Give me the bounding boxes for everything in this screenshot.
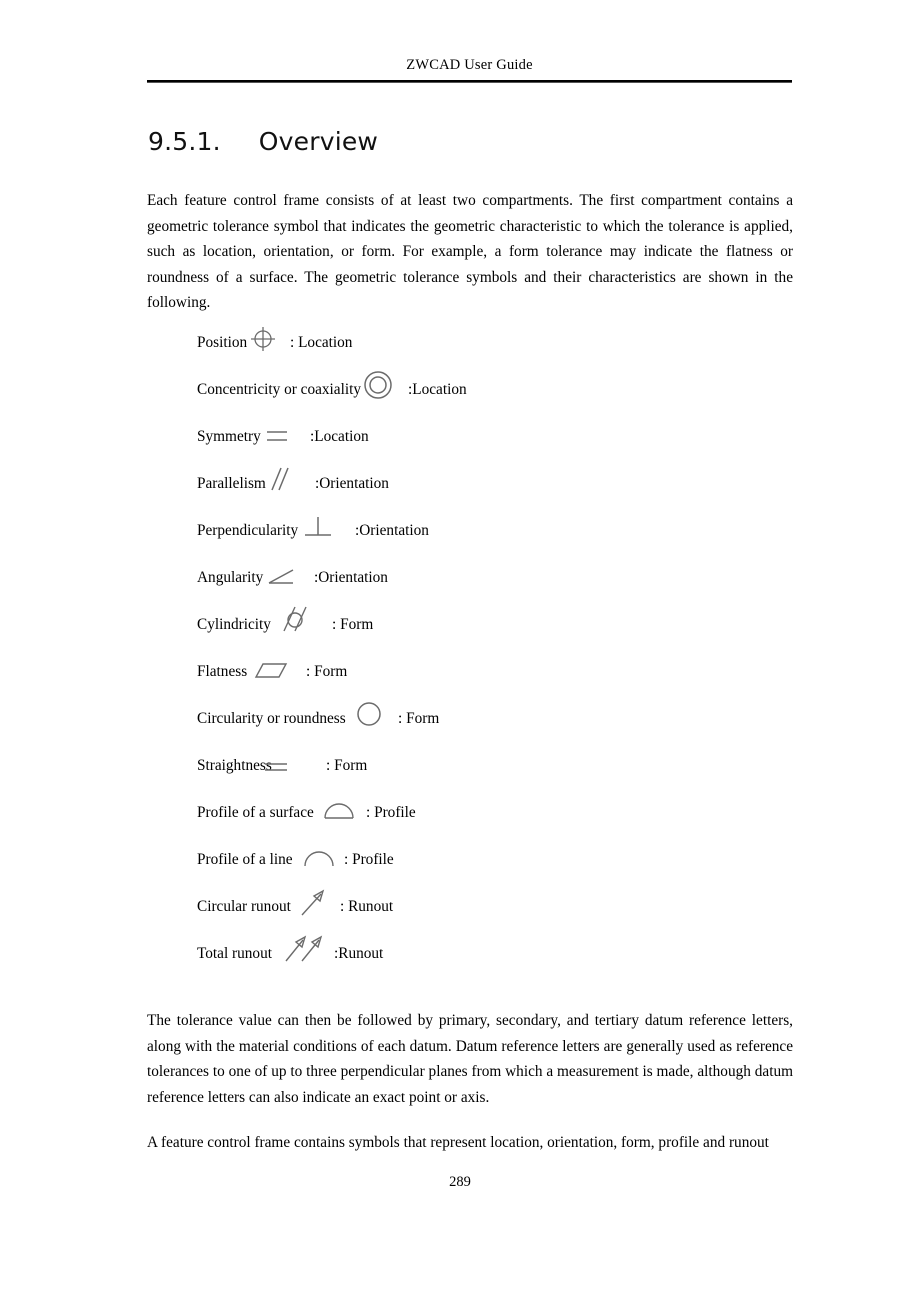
angularity-symbol bbox=[266, 567, 296, 589]
symbol-category: : Form bbox=[332, 616, 374, 633]
symbol-label: Perpendicularity bbox=[197, 522, 299, 539]
symbol-category: :Orientation bbox=[355, 522, 429, 539]
position-symbol bbox=[248, 324, 278, 354]
page-title bbox=[148, 127, 378, 156]
symbol-category: : Profile bbox=[344, 851, 394, 868]
symbol-category: :Runout bbox=[334, 945, 384, 962]
page-header bbox=[147, 58, 792, 83]
symmetry-symbol bbox=[264, 425, 290, 447]
symbol-category: :Location bbox=[310, 428, 369, 445]
symbol-category: :Orientation bbox=[315, 475, 389, 492]
symbol-category: : Form bbox=[398, 710, 440, 727]
intro-paragraph: Each feature control frame consists of at least two compartments. The first compartment contains a geometric tolerance symbol that indicates the geometric characteristic to which the tolerance is applied, such as location, orientation, or form. For example, a form tolerance may indicate the flatness or roundness of a surface. The geometric tolerance symbols and their characteristics are shown in the following. bbox=[147, 192, 793, 312]
symbol-label: Circularity or roundness bbox=[197, 710, 346, 727]
symbol-list-item bbox=[0, 837, 920, 884]
geometric-tolerance-symbol-list bbox=[0, 320, 920, 978]
heading-text: Overview bbox=[258, 127, 379, 156]
symbol-label: Flatness bbox=[197, 663, 248, 680]
circular-runout-symbol bbox=[298, 887, 328, 919]
symbol-category: : Form bbox=[306, 663, 348, 680]
symbol-label: Parallelism bbox=[197, 475, 266, 492]
symbol-label: Cylindricity bbox=[197, 616, 271, 633]
concentricity-symbol bbox=[362, 369, 394, 401]
symbol-label: Profile of a line bbox=[197, 851, 293, 868]
symbol-list-item bbox=[0, 508, 920, 555]
symbol-label: Concentricity or coaxiality bbox=[197, 381, 361, 398]
symbol-list-item bbox=[0, 320, 920, 367]
symbol-label: Straightness bbox=[197, 757, 272, 774]
symbol-label: Profile of a surface bbox=[197, 804, 314, 821]
header-title: ZWCAD User Guide bbox=[406, 57, 533, 73]
symbol-list-item bbox=[0, 414, 920, 461]
circularity-symbol bbox=[356, 701, 382, 727]
total-runout-symbol bbox=[282, 933, 328, 965]
symbol-list-item bbox=[0, 931, 920, 978]
symbol-category: : Location bbox=[290, 334, 353, 351]
symbol-list-item bbox=[0, 884, 920, 931]
feature-control-frame-paragraph: A feature control frame contains symbols that represent location, orientation, form, profile and runout bbox=[147, 1134, 769, 1151]
straightness-symbol bbox=[262, 758, 290, 776]
symbol-category: : Runout bbox=[340, 898, 394, 915]
symbol-list-item bbox=[0, 743, 920, 790]
profile-of-line-symbol bbox=[302, 847, 336, 869]
symbol-category: :Orientation bbox=[314, 569, 388, 586]
profile-of-surface-symbol bbox=[322, 801, 356, 823]
header-divider bbox=[147, 80, 792, 83]
symbol-list-item bbox=[0, 790, 920, 837]
parallelism-symbol bbox=[266, 465, 292, 493]
perpendicularity-symbol bbox=[302, 514, 334, 542]
symbol-list-item bbox=[0, 649, 920, 696]
page-number: 289 bbox=[449, 1174, 471, 1190]
symbol-category: : Profile bbox=[366, 804, 416, 821]
symbol-category: :Location bbox=[408, 381, 467, 398]
symbol-list-item bbox=[0, 461, 920, 508]
flatness-symbol bbox=[254, 660, 288, 682]
symbol-list-item bbox=[0, 602, 920, 649]
cylindricity-symbol bbox=[278, 604, 312, 636]
symbol-label: Position bbox=[197, 334, 248, 351]
symbol-category: : Form bbox=[326, 757, 368, 774]
symbol-list-item bbox=[0, 696, 920, 743]
symbol-label: Circular runout bbox=[197, 898, 291, 915]
symbol-list-item bbox=[0, 555, 920, 602]
tolerance-paragraph: The tolerance value can then be followed by primary, secondary, and tertiary datum reference letters, along with the material conditions of each datum. Datum reference letters are generally used as reference tolerances to one of up to three perpendicular planes from which a measurement is made, although datum reference letters can also indicate an exact point or axis. bbox=[147, 1012, 793, 1106]
symbol-label: Angularity bbox=[197, 569, 264, 586]
symbol-list-item bbox=[0, 367, 920, 414]
symbol-label: Total runout bbox=[197, 945, 272, 962]
symbol-label: Symmetry bbox=[197, 428, 261, 445]
heading-number: 9.5.1. bbox=[148, 127, 221, 156]
